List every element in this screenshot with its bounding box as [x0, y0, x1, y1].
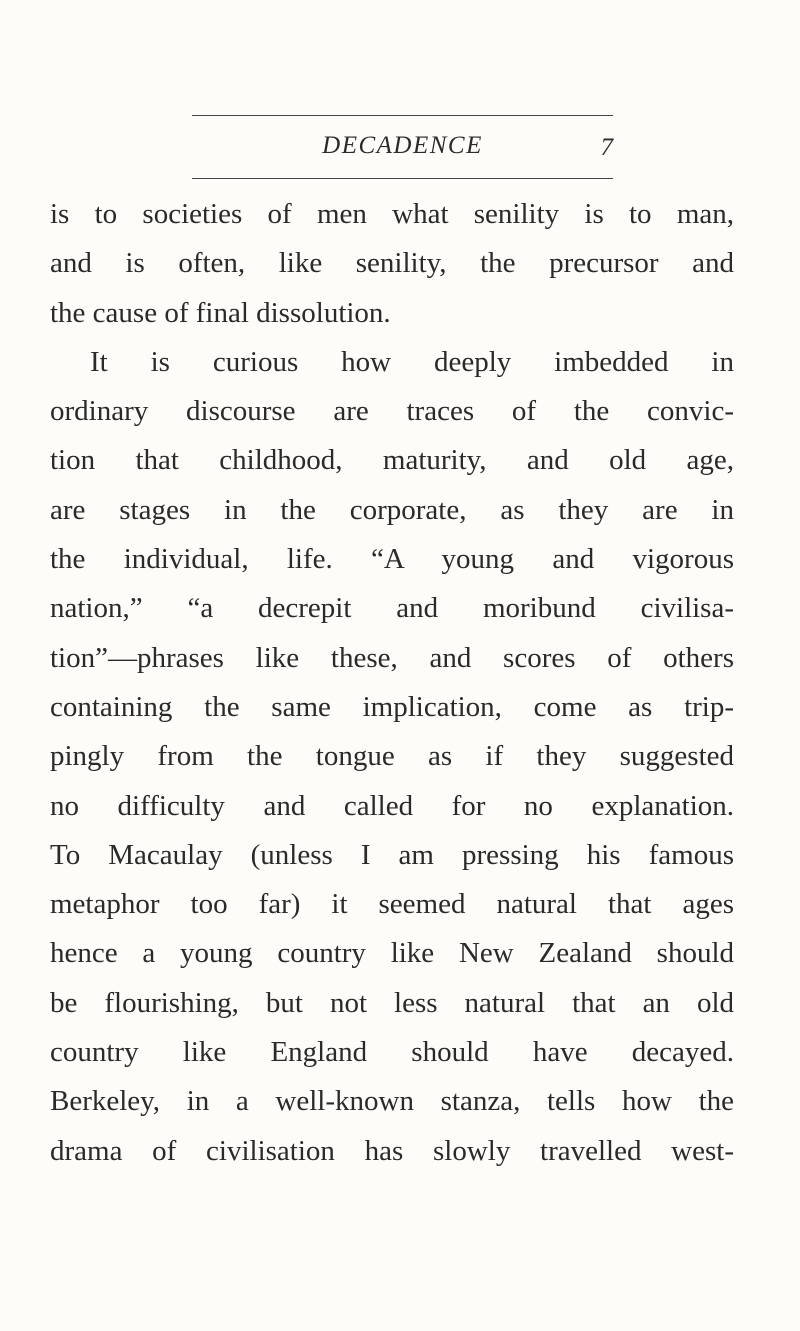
body-text — [50, 190, 734, 1176]
text-line: are stages in the corporate, as they are in — [50, 493, 734, 526]
text-line: metaphor too far) it seemed natural that ages — [50, 888, 734, 921]
text-line: is to societies of men what senility is to man, — [50, 198, 734, 230]
text-line: and is often, like senility, the precursor and — [50, 247, 734, 280]
text-line: the cause of final dissolution. — [50, 296, 391, 329]
text-line: Berkeley, in a well-known stanza, tells how the — [50, 1085, 734, 1118]
text-line: pingly from the tongue as if they suggested — [50, 740, 734, 773]
text-line: containing the same implication, come as trip- — [50, 690, 734, 723]
text-line: ordinary discourse are traces of the convic- — [50, 395, 734, 428]
text-line: no difficulty and called for no explanation. — [50, 789, 734, 822]
text-line: hence a young country like New Zealand should — [50, 937, 734, 970]
header-rule-top — [192, 115, 613, 116]
text-line: drama of civilisation has slowly travelled west- — [50, 1134, 734, 1167]
text-line: tion that childhood, maturity, and old age, — [50, 444, 734, 477]
text-line: the individual, life. “A young and vigorous — [50, 543, 734, 576]
text-line: It is curious how deeply imbedded in — [90, 345, 734, 378]
text-line: nation,” “a decrepit and moribund civilisa- — [50, 592, 734, 625]
text-line: country like England should have decayed. — [50, 1036, 734, 1069]
running-head — [192, 130, 613, 164]
header-rule-bottom — [192, 178, 613, 179]
text-line: be flourishing, but not less natural that an old — [50, 986, 734, 1019]
text-line: tion”—phrases like these, and scores of others — [50, 641, 734, 674]
page-number: 7 — [600, 134, 613, 161]
running-title: DECADENCE — [322, 132, 483, 159]
text-line: To Macaulay (unless I am pressing his famous — [50, 838, 734, 871]
